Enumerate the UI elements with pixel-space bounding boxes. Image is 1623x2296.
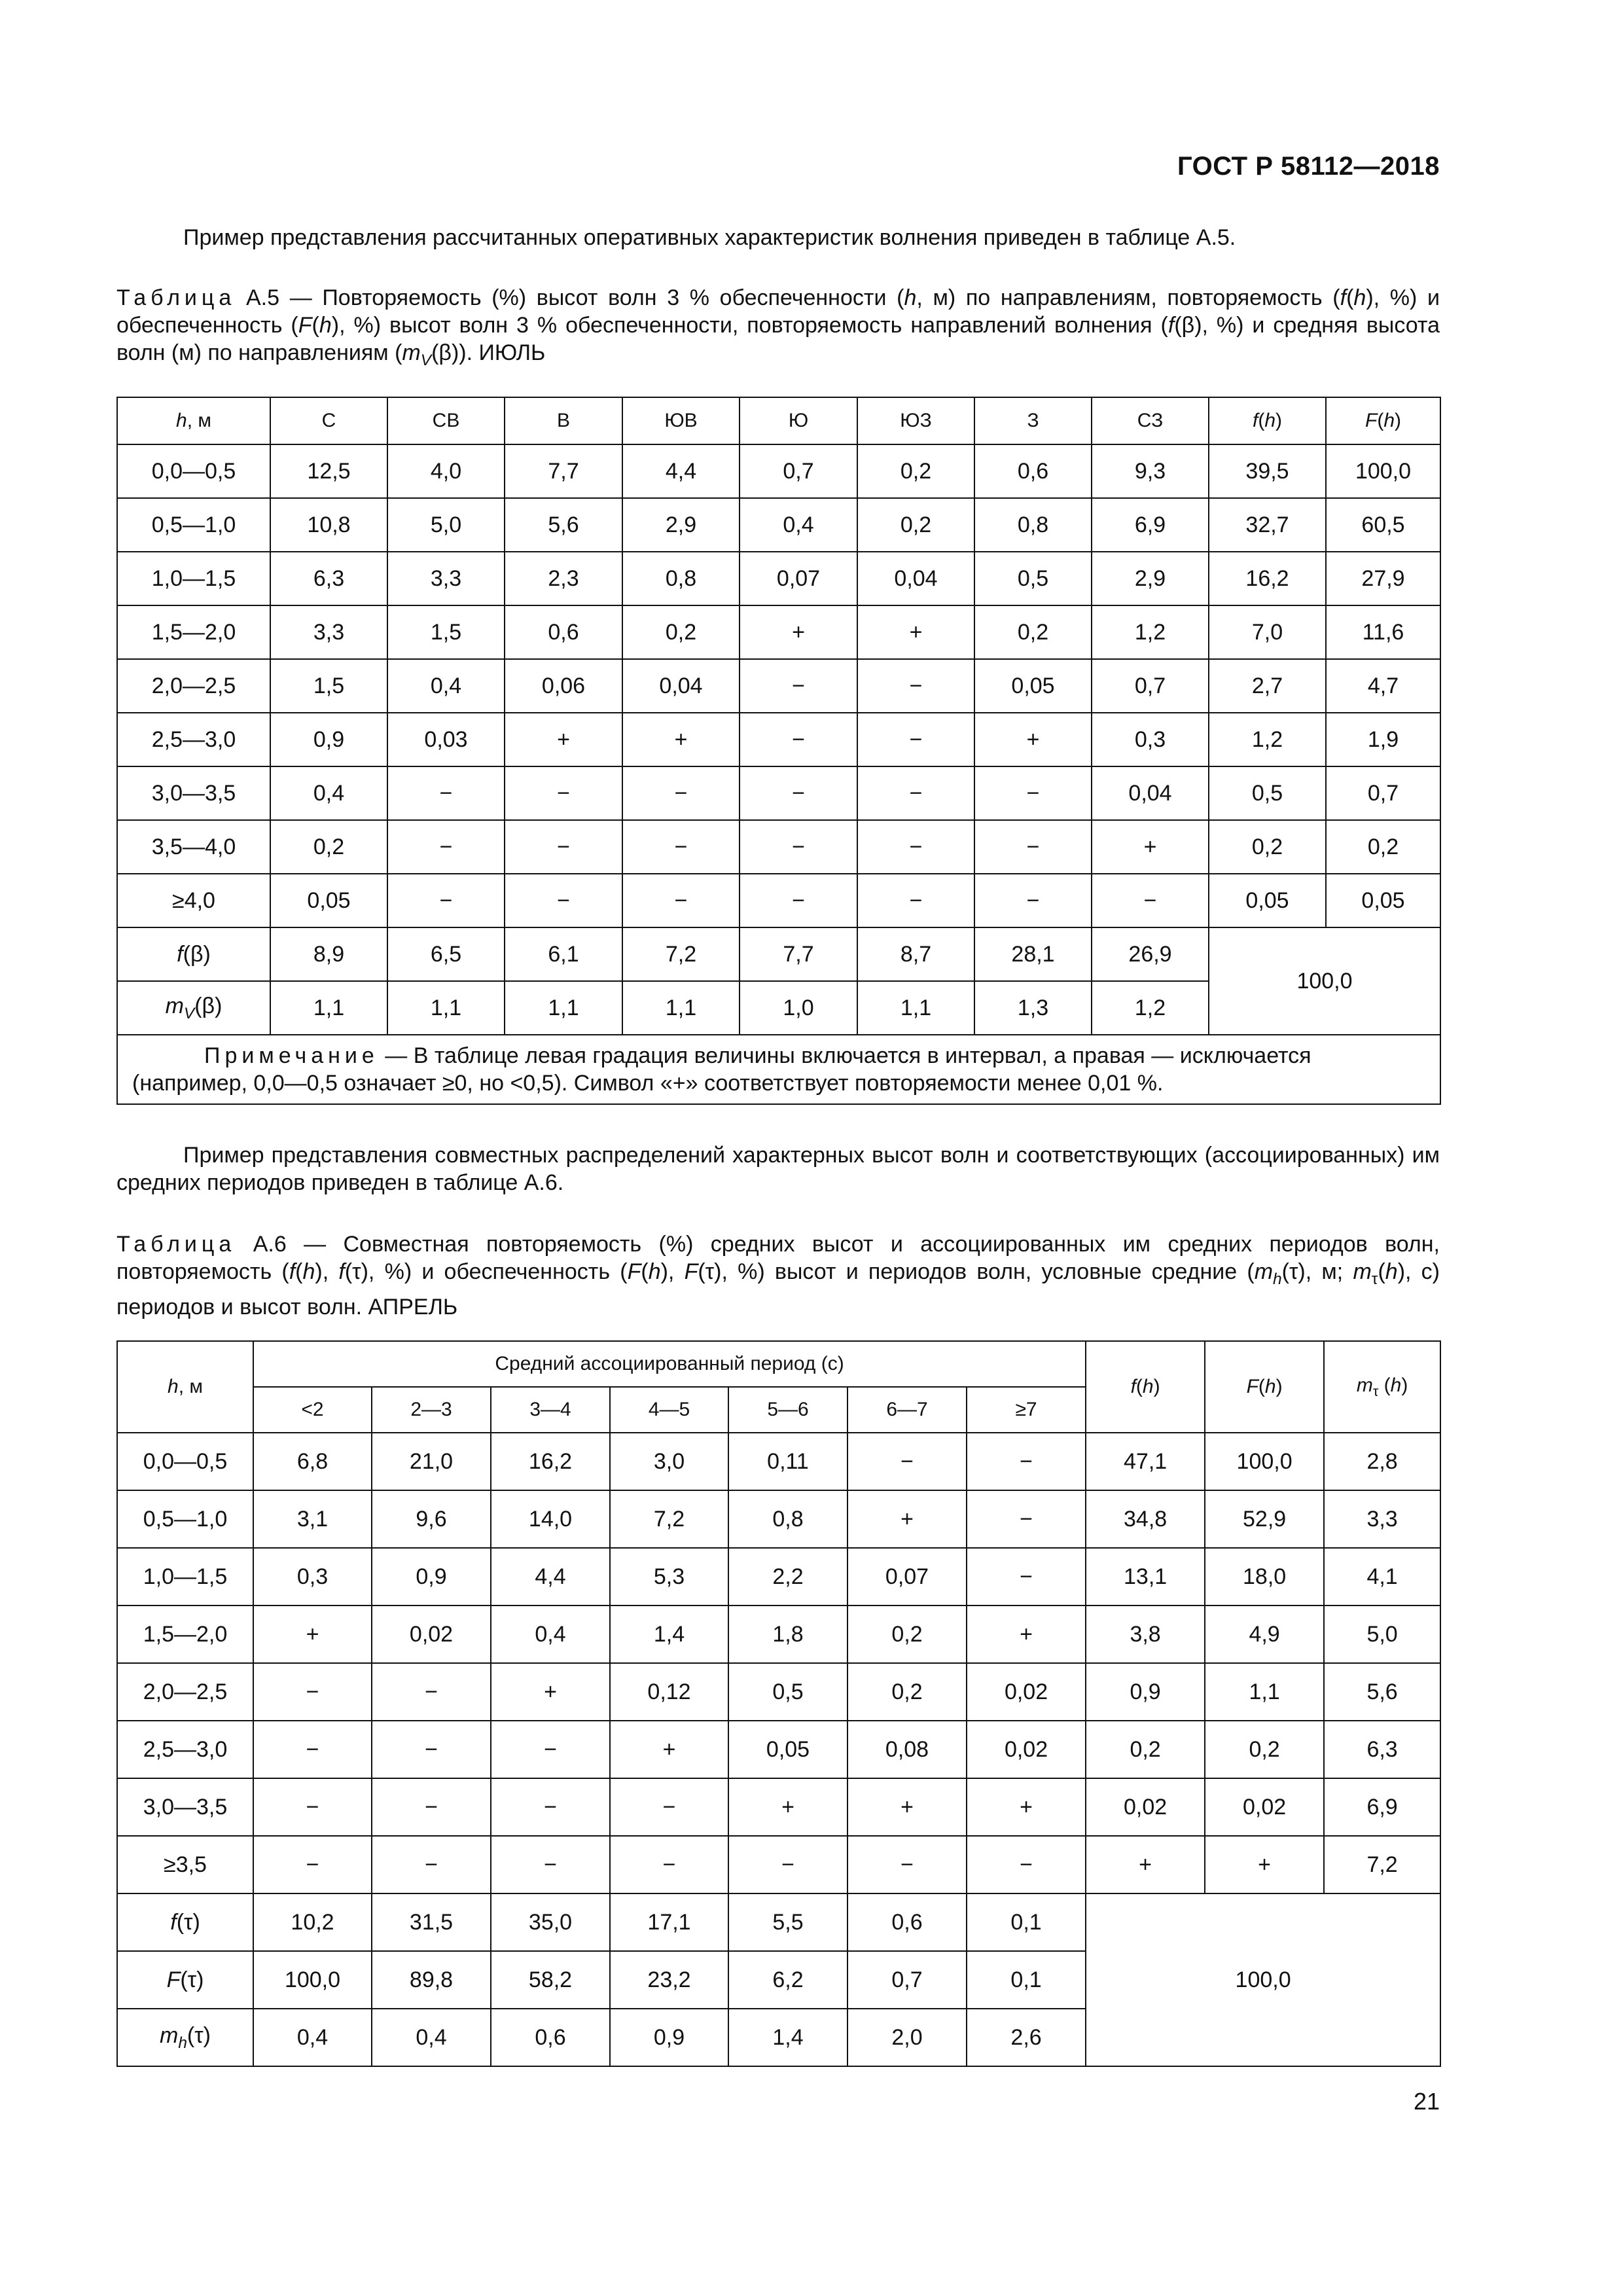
table-cell: 0,5 bbox=[974, 552, 1092, 605]
table-cell: 4,1 bbox=[1324, 1548, 1440, 1605]
table-cell: 0,2 bbox=[847, 1663, 967, 1721]
table-row bbox=[117, 1605, 1440, 1663]
row-label-height-range: 1,5—2,0 bbox=[117, 605, 270, 659]
table-cell: 0,5 bbox=[1209, 766, 1326, 820]
table-cell: 0,6 bbox=[505, 605, 622, 659]
col-header-fh: f(h) bbox=[1209, 397, 1326, 444]
table-cell: 2,9 bbox=[1092, 552, 1209, 605]
table-cell: 5,5 bbox=[728, 1893, 847, 1951]
table-a6-ftau-row bbox=[117, 1893, 1440, 1951]
table-cell: 0,2 bbox=[857, 444, 974, 498]
table-cell: 10,8 bbox=[270, 498, 387, 552]
table-cell: + bbox=[610, 1721, 728, 1778]
row-label-height-range: 3,5—4,0 bbox=[117, 820, 270, 874]
table-row bbox=[117, 605, 1440, 659]
table-cell: 52,9 bbox=[1205, 1490, 1324, 1548]
table-cell: 0,1 bbox=[967, 1893, 1086, 1951]
table-cell: 0,9 bbox=[610, 2009, 728, 2066]
table-cell: 0,3 bbox=[253, 1548, 372, 1605]
table-cell: 1,1 bbox=[1205, 1663, 1324, 1721]
row-label-height-range: 0,5—1,0 bbox=[117, 498, 270, 552]
col-header-h: h, м bbox=[117, 1341, 253, 1433]
table-cell: 34,8 bbox=[1086, 1490, 1205, 1548]
table-cell: 1,1 bbox=[270, 981, 387, 1035]
table-cell: 0,2 bbox=[1086, 1721, 1205, 1778]
table-cell: 100,0 bbox=[1205, 1433, 1324, 1490]
table-cell: 0,4 bbox=[270, 766, 387, 820]
table-cell: + bbox=[505, 713, 622, 766]
table-cell: 8,7 bbox=[857, 927, 974, 981]
table-cell: 4,4 bbox=[622, 444, 740, 498]
col-header-direction: ЮВ bbox=[622, 397, 740, 444]
table-cell: + bbox=[622, 713, 740, 766]
table-cell: 0,6 bbox=[847, 1893, 967, 1951]
table-cell: 1,1 bbox=[505, 981, 622, 1035]
table-a5-note-row bbox=[117, 1035, 1440, 1104]
table-cell: 16,2 bbox=[1209, 552, 1326, 605]
table-cell: 0,4 bbox=[253, 2009, 372, 2066]
table-cell: 9,6 bbox=[372, 1490, 491, 1548]
table-cell: 2,8 bbox=[1324, 1433, 1440, 1490]
table-cell: 23,2 bbox=[610, 1951, 728, 2009]
table-cell: − bbox=[253, 1721, 372, 1778]
table-cell: 0,08 bbox=[847, 1721, 967, 1778]
table-cell: 5,0 bbox=[1324, 1605, 1440, 1663]
table-cell: 6,3 bbox=[270, 552, 387, 605]
table-cell: 3,0 bbox=[610, 1433, 728, 1490]
table-cell: 2,3 bbox=[505, 552, 622, 605]
table-cell: 12,5 bbox=[270, 444, 387, 498]
table-cell: 2,7 bbox=[1209, 659, 1326, 713]
table-cell: 7,7 bbox=[505, 444, 622, 498]
intro-paragraph-2: Пример представления совместных распределений характерных высот волн и соответствующих (ассоциированных) им средних периодов приведен в таблице А.6. bbox=[116, 1143, 1440, 1195]
table-cell: + bbox=[967, 1778, 1086, 1836]
row-label-height-range: 2,0—2,5 bbox=[117, 659, 270, 713]
table-cell: 0,04 bbox=[1092, 766, 1209, 820]
table-cell: − bbox=[505, 820, 622, 874]
table-a5-note: Примечание — В таблице левая градация величины включается в интервал, а правая — исключается (например, 0,0—0,5 означает ≥0, но <0,5). Символ «+» соответствует повторяемости менее 0,01 %. bbox=[117, 1035, 1440, 1104]
table-cell: 14,0 bbox=[491, 1490, 610, 1548]
table-cell: + bbox=[847, 1778, 967, 1836]
table-a5 bbox=[116, 397, 1441, 1105]
table-cell: 0,02 bbox=[967, 1663, 1086, 1721]
table-cell: 1,0 bbox=[740, 981, 857, 1035]
table-a5-body bbox=[117, 444, 1440, 927]
table-cell: 0,02 bbox=[1086, 1778, 1205, 1836]
table-cell: 0,04 bbox=[622, 659, 740, 713]
table-cell: − bbox=[505, 766, 622, 820]
col-header-direction: В bbox=[505, 397, 622, 444]
table-cell: 1,3 bbox=[974, 981, 1092, 1035]
table-cell: 0,03 bbox=[387, 713, 505, 766]
table-cell: 7,2 bbox=[622, 927, 740, 981]
table-a5-fbeta-row bbox=[117, 927, 1440, 981]
table-row bbox=[117, 1433, 1440, 1490]
table-row bbox=[117, 659, 1440, 713]
table-cell: 100,0 bbox=[253, 1951, 372, 2009]
table-cell: − bbox=[505, 874, 622, 927]
table-cell: 1,4 bbox=[728, 2009, 847, 2066]
col-header-direction: СЗ bbox=[1092, 397, 1209, 444]
table-cell: 17,1 bbox=[610, 1893, 728, 1951]
table-cell: 1,9 bbox=[1326, 713, 1440, 766]
row-label-mbeta: $m_V(\beta)$ bbox=[117, 981, 270, 1035]
table-cell: 0,6 bbox=[491, 2009, 610, 2066]
table-cell: 0,4 bbox=[387, 659, 505, 713]
table-cell: + bbox=[967, 1605, 1086, 1663]
table-cell: 1,5 bbox=[387, 605, 505, 659]
table-cell: 3,1 bbox=[253, 1490, 372, 1548]
table-cell: − bbox=[253, 1836, 372, 1893]
table-row bbox=[117, 874, 1440, 927]
table-cell: 0,2 bbox=[270, 820, 387, 874]
table-cell: − bbox=[622, 766, 740, 820]
table-cell: + bbox=[728, 1778, 847, 1836]
table-cell: 4,9 bbox=[1205, 1605, 1324, 1663]
col-header-period: 3—4 bbox=[491, 1387, 610, 1433]
table-cell: 0,9 bbox=[372, 1548, 491, 1605]
table-row bbox=[117, 552, 1440, 605]
table-cell: 2,0 bbox=[847, 2009, 967, 2066]
table-row bbox=[117, 1778, 1440, 1836]
table-cell: 1,2 bbox=[1092, 981, 1209, 1035]
table-cell: 9,3 bbox=[1092, 444, 1209, 498]
col-header-period: 6—7 bbox=[847, 1387, 967, 1433]
table-cell: 6,9 bbox=[1092, 498, 1209, 552]
table-row bbox=[117, 713, 1440, 766]
table-cell: 6,5 bbox=[387, 927, 505, 981]
table-cell: 0,4 bbox=[491, 1605, 610, 1663]
table-cell: − bbox=[857, 659, 974, 713]
table-cell: 2,9 bbox=[622, 498, 740, 552]
table-cell: 6,8 bbox=[253, 1433, 372, 1490]
table-cell: 26,9 bbox=[1092, 927, 1209, 981]
table-cell: 0,07 bbox=[740, 552, 857, 605]
table-cell: − bbox=[740, 713, 857, 766]
table-cell: 13,1 bbox=[1086, 1548, 1205, 1605]
table-cell: 3,3 bbox=[1324, 1490, 1440, 1548]
table-row bbox=[117, 1721, 1440, 1778]
table-cell: 0,06 bbox=[505, 659, 622, 713]
table-row bbox=[117, 498, 1440, 552]
table-cell: 0,2 bbox=[1205, 1721, 1324, 1778]
table-cell: 7,2 bbox=[1324, 1836, 1440, 1893]
table-cell: 5,6 bbox=[505, 498, 622, 552]
col-header-Fh: F(h) bbox=[1326, 397, 1440, 444]
row-label-height-range: 1,5—2,0 bbox=[117, 1605, 253, 1663]
table-cell: 0,2 bbox=[974, 605, 1092, 659]
table-a6-caption: Таблица А.6 — Совместная повторяемость (%) средних высот и ассоциированных им средних периодов волн, повторяемость (f(h), f(τ), %) и обеспеченность (F(h), F(τ), %) высот и периодов волн, условные средние ($m_h(\tau)$, м; $m_\tau(h)$, с) периодов и высот волн. АПРЕЛЬ bbox=[116, 1232, 1440, 1319]
table-cell: 58,2 bbox=[491, 1951, 610, 2009]
table-cell: − bbox=[974, 874, 1092, 927]
row-label-height-range: 0,0—0,5 bbox=[117, 1433, 253, 1490]
table-cell: 0,6 bbox=[974, 444, 1092, 498]
table-cell: 4,0 bbox=[387, 444, 505, 498]
table-cell: 0,5 bbox=[728, 1663, 847, 1721]
table-cell: 47,1 bbox=[1086, 1433, 1205, 1490]
col-header-direction: Ю bbox=[740, 397, 857, 444]
table-cell: − bbox=[372, 1836, 491, 1893]
table-cell: − bbox=[857, 713, 974, 766]
table-cell: 89,8 bbox=[372, 1951, 491, 2009]
table-cell: 0,7 bbox=[1326, 766, 1440, 820]
table-cell: 0,05 bbox=[974, 659, 1092, 713]
row-label-height-range: 2,0—2,5 bbox=[117, 1663, 253, 1721]
table-cell: 0,9 bbox=[1086, 1663, 1205, 1721]
table-cell: − bbox=[253, 1778, 372, 1836]
table-cell: − bbox=[974, 766, 1092, 820]
table-cell: 4,7 bbox=[1326, 659, 1440, 713]
col-header-direction: ЮЗ bbox=[857, 397, 974, 444]
table-cell: − bbox=[967, 1490, 1086, 1548]
row-label-mhtau: $m_h(\tau)$ bbox=[117, 2009, 253, 2066]
row-label-height-range: 3,0—3,5 bbox=[117, 1778, 253, 1836]
table-cell: 1,1 bbox=[857, 981, 974, 1035]
table-row bbox=[117, 444, 1440, 498]
table-a5-header-row bbox=[117, 397, 1440, 444]
table-cell: 0,4 bbox=[372, 2009, 491, 2066]
table-cell: 16,2 bbox=[491, 1433, 610, 1490]
table-a6-body bbox=[117, 1433, 1440, 1893]
col-header-period: <2 bbox=[253, 1387, 372, 1433]
table-cell: 0,2 bbox=[847, 1605, 967, 1663]
table-cell: − bbox=[622, 820, 740, 874]
table-cell: − bbox=[387, 820, 505, 874]
table-cell: 5,0 bbox=[387, 498, 505, 552]
table-cell: 1,2 bbox=[1092, 605, 1209, 659]
col-header-mtau-h: $m_\tau$ (h) bbox=[1324, 1341, 1440, 1433]
table-cell: 100,0 bbox=[1326, 444, 1440, 498]
table-cell: 0,2 bbox=[622, 605, 740, 659]
table-cell: 35,0 bbox=[491, 1893, 610, 1951]
table-cell: 2,6 bbox=[967, 2009, 1086, 2066]
table-cell: 10,2 bbox=[253, 1893, 372, 1951]
table-cell: 28,1 bbox=[974, 927, 1092, 981]
col-header-period: 5—6 bbox=[728, 1387, 847, 1433]
table-cell: 0,3 bbox=[1092, 713, 1209, 766]
table-cell: 39,5 bbox=[1209, 444, 1326, 498]
table-cell: 1,5 bbox=[270, 659, 387, 713]
table-cell: 0,04 bbox=[857, 552, 974, 605]
table-cell: − bbox=[372, 1778, 491, 1836]
table-cell: − bbox=[857, 874, 974, 927]
table-cell: − bbox=[847, 1433, 967, 1490]
table-cell: 1,1 bbox=[622, 981, 740, 1035]
table-cell: 0,05 bbox=[1209, 874, 1326, 927]
table-a6-header-row-1 bbox=[117, 1341, 1440, 1387]
table-cell: 5,6 bbox=[1324, 1663, 1440, 1721]
table-cell: + bbox=[1086, 1836, 1205, 1893]
table-cell: − bbox=[740, 659, 857, 713]
table-cell: 3,3 bbox=[387, 552, 505, 605]
table-cell: 0,05 bbox=[1326, 874, 1440, 927]
table-cell: 0,07 bbox=[847, 1548, 967, 1605]
table-cell: − bbox=[1092, 874, 1209, 927]
table-cell: − bbox=[974, 820, 1092, 874]
table-cell: 21,0 bbox=[372, 1433, 491, 1490]
table-cell: − bbox=[610, 1836, 728, 1893]
table-cell: 0,7 bbox=[1092, 659, 1209, 713]
table-cell: 0,05 bbox=[728, 1721, 847, 1778]
table-cell: 18,0 bbox=[1205, 1548, 1324, 1605]
table-cell: − bbox=[740, 766, 857, 820]
row-label-height-range: 2,5—3,0 bbox=[117, 713, 270, 766]
table-cell: − bbox=[372, 1663, 491, 1721]
table-cell: + bbox=[847, 1490, 967, 1548]
table-cell: + bbox=[253, 1605, 372, 1663]
table-a6 bbox=[116, 1340, 1441, 2067]
row-label-Ftau: F(τ) bbox=[117, 1951, 253, 2009]
table-cell: 11,6 bbox=[1326, 605, 1440, 659]
table-cell: 0,02 bbox=[372, 1605, 491, 1663]
table-cell: + bbox=[857, 605, 974, 659]
table-cell: + bbox=[1092, 820, 1209, 874]
table-cell: 0,02 bbox=[967, 1721, 1086, 1778]
table-cell: 0,11 bbox=[728, 1433, 847, 1490]
table-cell: − bbox=[622, 874, 740, 927]
row-label-height-range: 1,0—1,5 bbox=[117, 1548, 253, 1605]
table-cell: 0,8 bbox=[622, 552, 740, 605]
row-label-height-range: 0,0—0,5 bbox=[117, 444, 270, 498]
table-cell: − bbox=[740, 874, 857, 927]
table-cell: 31,5 bbox=[372, 1893, 491, 1951]
table-cell: 1,8 bbox=[728, 1605, 847, 1663]
col-header-period: ≥7 bbox=[967, 1387, 1086, 1433]
table-row bbox=[117, 1663, 1440, 1721]
table-cell: 6,3 bbox=[1324, 1721, 1440, 1778]
table-cell: 0,8 bbox=[974, 498, 1092, 552]
table-cell: − bbox=[372, 1721, 491, 1778]
row-label-height-range: ≥3,5 bbox=[117, 1836, 253, 1893]
table-cell: 6,1 bbox=[505, 927, 622, 981]
table-cell: 1,4 bbox=[610, 1605, 728, 1663]
table-cell: 0,9 bbox=[270, 713, 387, 766]
col-header-h: h, м bbox=[117, 397, 270, 444]
table-cell: 5,3 bbox=[610, 1548, 728, 1605]
intro-paragraph-1: Пример представления рассчитанных оперативных характеристик волнения приведен в таблице А.5. bbox=[183, 225, 1236, 250]
table-cell: − bbox=[967, 1836, 1086, 1893]
table-cell: − bbox=[857, 766, 974, 820]
row-label-height-range: 2,5—3,0 bbox=[117, 1721, 253, 1778]
table-a5-caption: Таблица А.5 — Повторяемость (%) высот волн 3 % обеспеченности (h, м) по направлениям, повторяемость (f(h), %) и обеспеченность (F(h), %) высот волн 3 % обеспеченности, повторяемость направлений волнения (f(β), %) и средняя высота волн (м) по направлениям $(m_V(\beta))$. ИЮЛЬ bbox=[116, 285, 1440, 369]
table-cell: − bbox=[387, 766, 505, 820]
table-cell: 0,4 bbox=[740, 498, 857, 552]
table-cell: 4,4 bbox=[491, 1548, 610, 1605]
table-cell: − bbox=[847, 1836, 967, 1893]
col-header-direction: З bbox=[974, 397, 1092, 444]
row-label-height-range: 0,5—1,0 bbox=[117, 1490, 253, 1548]
table-row bbox=[117, 1490, 1440, 1548]
table-cell: 0,2 bbox=[857, 498, 974, 552]
table-cell: − bbox=[253, 1663, 372, 1721]
table-cell: + bbox=[740, 605, 857, 659]
table-cell: − bbox=[491, 1836, 610, 1893]
table-cell: 0,8 bbox=[728, 1490, 847, 1548]
table-cell: 0,7 bbox=[847, 1951, 967, 2009]
table-cell: − bbox=[967, 1433, 1086, 1490]
table-cell: 7,0 bbox=[1209, 605, 1326, 659]
table-cell: 0,2 bbox=[1326, 820, 1440, 874]
table-cell: 8,9 bbox=[270, 927, 387, 981]
table-cell: 0,2 bbox=[1209, 820, 1326, 874]
table-cell: 0,12 bbox=[610, 1663, 728, 1721]
table-cell: 0,1 bbox=[967, 1951, 1086, 2009]
table-cell: − bbox=[491, 1778, 610, 1836]
table-row bbox=[117, 1836, 1440, 1893]
table-cell: 1,2 bbox=[1209, 713, 1326, 766]
table-cell: 6,2 bbox=[728, 1951, 847, 2009]
row-label-height-range: ≥4,0 bbox=[117, 874, 270, 927]
col-header-fh: f(h) bbox=[1086, 1341, 1205, 1433]
table-a5-total-cell: 100,0 bbox=[1209, 927, 1440, 1035]
table-cell: − bbox=[967, 1548, 1086, 1605]
table-cell: 27,9 bbox=[1326, 552, 1440, 605]
document-id: ГОСТ Р 58112—2018 bbox=[1177, 152, 1440, 181]
table-row bbox=[117, 1548, 1440, 1605]
table-cell: + bbox=[491, 1663, 610, 1721]
table-cell: 7,2 bbox=[610, 1490, 728, 1548]
table-cell: − bbox=[387, 874, 505, 927]
page-number: 21 bbox=[1413, 2088, 1440, 2115]
table-cell: 60,5 bbox=[1326, 498, 1440, 552]
table-cell: 2,2 bbox=[728, 1548, 847, 1605]
table-cell: 32,7 bbox=[1209, 498, 1326, 552]
col-header-Fh: F(h) bbox=[1205, 1341, 1324, 1433]
table-cell: 7,7 bbox=[740, 927, 857, 981]
table-cell: − bbox=[610, 1778, 728, 1836]
table-cell: 0,05 bbox=[270, 874, 387, 927]
table-cell: 3,3 bbox=[270, 605, 387, 659]
table-a6-total-cell: 100,0 bbox=[1086, 1893, 1440, 2066]
table-row bbox=[117, 766, 1440, 820]
table-cell: − bbox=[740, 820, 857, 874]
table-cell: 6,9 bbox=[1324, 1778, 1440, 1836]
row-label-ftau: f(τ) bbox=[117, 1893, 253, 1951]
row-label-height-range: 1,0—1,5 bbox=[117, 552, 270, 605]
table-cell: + bbox=[974, 713, 1092, 766]
table-cell: + bbox=[1205, 1836, 1324, 1893]
col-header-period: 4—5 bbox=[610, 1387, 728, 1433]
col-header-period-group: Средний ассоциированный период (с) bbox=[253, 1341, 1086, 1387]
col-header-period: 2—3 bbox=[372, 1387, 491, 1433]
table-cell: 3,8 bbox=[1086, 1605, 1205, 1663]
row-label-fbeta: f(β) bbox=[117, 927, 270, 981]
table-cell: 0,7 bbox=[740, 444, 857, 498]
table-cell: − bbox=[491, 1721, 610, 1778]
table-cell: − bbox=[728, 1836, 847, 1893]
row-label-height-range: 3,0—3,5 bbox=[117, 766, 270, 820]
table-cell: 0,02 bbox=[1205, 1778, 1324, 1836]
col-header-direction: СВ bbox=[387, 397, 505, 444]
table-cell: 1,1 bbox=[387, 981, 505, 1035]
table-row bbox=[117, 820, 1440, 874]
col-header-direction: С bbox=[270, 397, 387, 444]
table-cell: − bbox=[857, 820, 974, 874]
